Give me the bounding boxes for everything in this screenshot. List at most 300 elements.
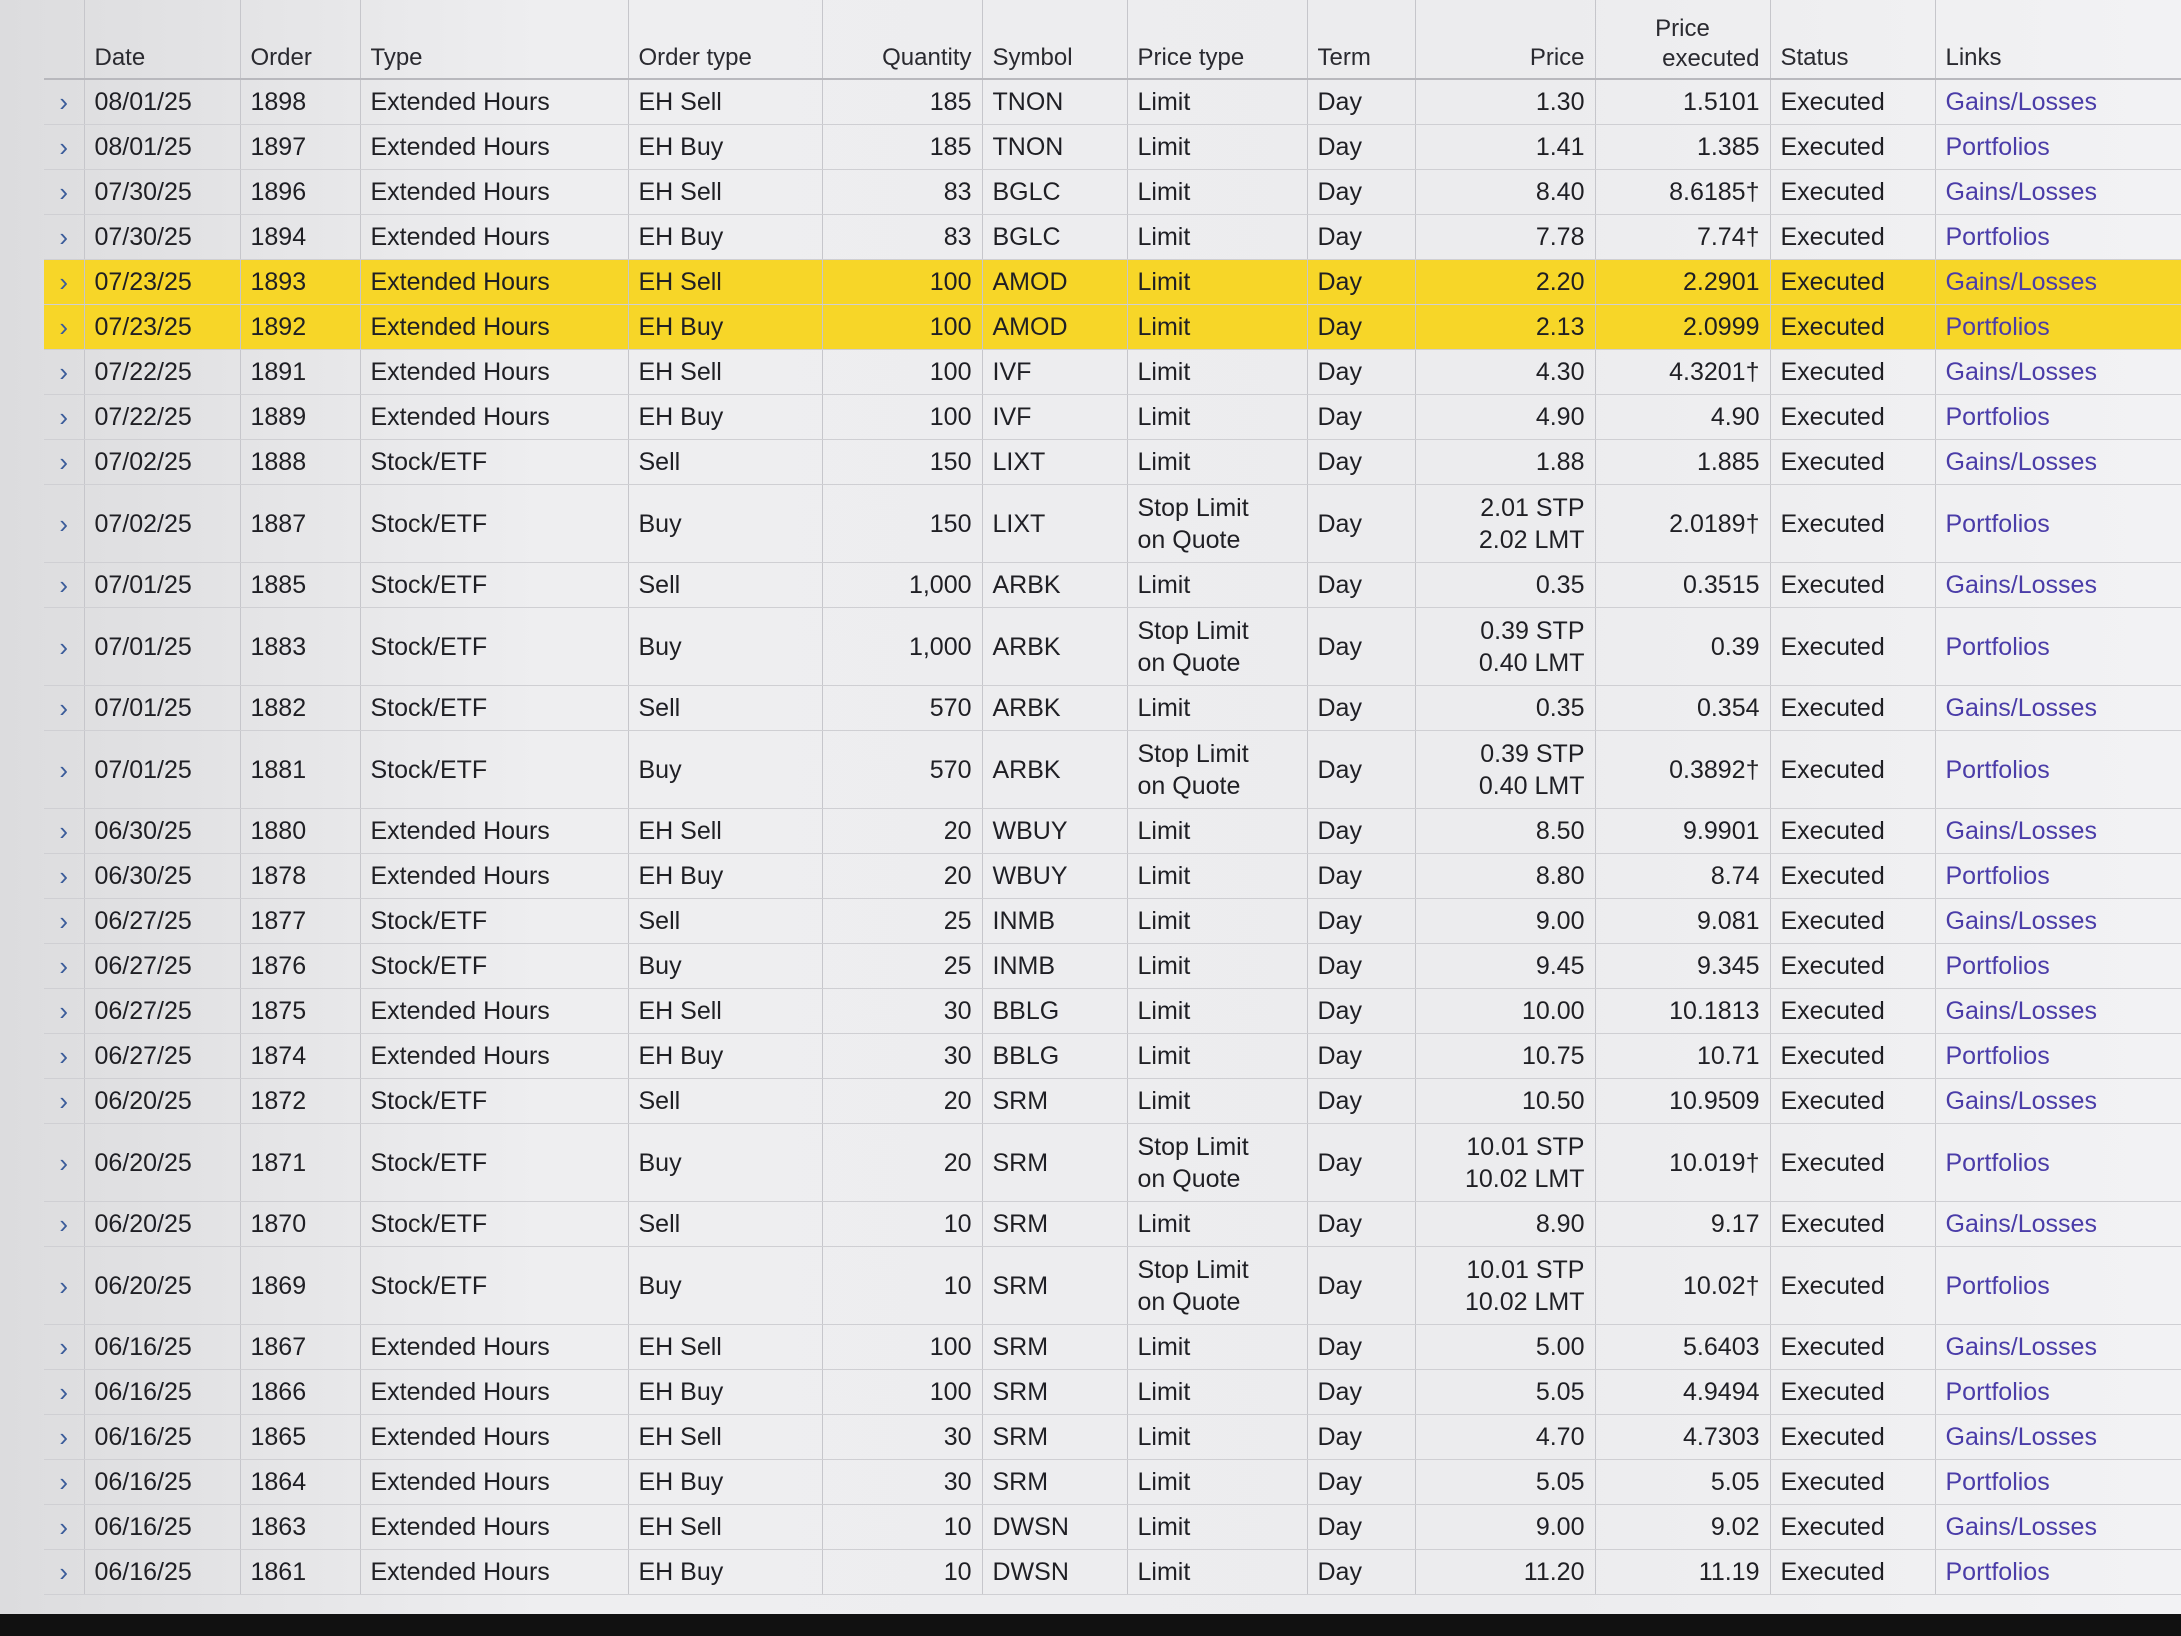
cell-order: 1880: [240, 809, 360, 854]
expand-row-chevron-icon[interactable]: ›: [44, 989, 84, 1034]
gains-losses-link[interactable]: Gains/Losses: [1935, 1079, 2181, 1124]
portfolios-link[interactable]: Portfolios: [1935, 1247, 2181, 1325]
cell-price-executed: 0.3892†: [1595, 731, 1770, 809]
cell-price: 8.90: [1415, 1202, 1595, 1247]
cell-order-type: EH Sell: [628, 170, 822, 215]
cell-term: Day: [1307, 260, 1415, 305]
cell-price: 4.70: [1415, 1415, 1595, 1460]
cell-order: 1897: [240, 125, 360, 170]
cell-term: Day: [1307, 608, 1415, 686]
portfolios-link[interactable]: Portfolios: [1935, 854, 2181, 899]
cell-status: Executed: [1770, 485, 1935, 563]
cell-quantity: 10: [822, 1505, 982, 1550]
expand-row-chevron-icon[interactable]: ›: [44, 440, 84, 485]
table-row[interactable]: [44, 1415, 2181, 1460]
portfolios-link[interactable]: Portfolios: [1935, 1550, 2181, 1595]
cell-price-type: Limit: [1127, 1079, 1307, 1124]
screen-bezel: [0, 1614, 2181, 1636]
cell-price: 7.78: [1415, 215, 1595, 260]
table-row[interactable]: [44, 1034, 2181, 1079]
cell-price-type: Limit: [1127, 989, 1307, 1034]
cell-order-type: EH Buy: [628, 1370, 822, 1415]
cell-order-type: Sell: [628, 686, 822, 731]
cell-quantity: 150: [822, 485, 982, 563]
header-expand: [44, 0, 84, 79]
gains-losses-link[interactable]: Gains/Losses: [1935, 809, 2181, 854]
table-row[interactable]: [44, 485, 2181, 563]
cell-term: Day: [1307, 215, 1415, 260]
cell-symbol: SRM: [982, 1202, 1127, 1247]
cell-price: 8.80: [1415, 854, 1595, 899]
cell-price-executed: 0.39: [1595, 608, 1770, 686]
gains-losses-link[interactable]: Gains/Losses: [1935, 563, 2181, 608]
price-stop-line: 0.39 STP: [1480, 739, 1585, 768]
cell-order: 1871: [240, 1124, 360, 1202]
cell-type: Extended Hours: [360, 854, 628, 899]
table-row[interactable]: [44, 809, 2181, 854]
cell-status: Executed: [1770, 125, 1935, 170]
cell-price: 10.75: [1415, 1034, 1595, 1079]
gains-losses-link[interactable]: Gains/Losses: [1935, 1415, 2181, 1460]
cell-order: 1867: [240, 1325, 360, 1370]
cell-quantity: 30: [822, 1034, 982, 1079]
table-row[interactable]: [44, 125, 2181, 170]
cell-order-type: EH Sell: [628, 1415, 822, 1460]
price-type-line2: on Quote: [1137, 1287, 1241, 1316]
header-status[interactable]: Status: [1770, 0, 1935, 79]
cell-price-type: Limit: [1127, 170, 1307, 215]
cell-price-type: Limit: [1127, 1415, 1307, 1460]
expand-row-chevron-icon[interactable]: ›: [44, 1034, 84, 1079]
cell-status: Executed: [1770, 854, 1935, 899]
cell-symbol: BGLC: [982, 170, 1127, 215]
cell-symbol: DWSN: [982, 1505, 1127, 1550]
table-row[interactable]: [44, 395, 2181, 440]
cell-symbol: SRM: [982, 1370, 1127, 1415]
portfolios-link[interactable]: Portfolios: [1935, 305, 2181, 350]
table-row[interactable]: [44, 1124, 2181, 1202]
cell-type: Stock/ETF: [360, 686, 628, 731]
cell-type: Extended Hours: [360, 1505, 628, 1550]
table-row[interactable]: [44, 1460, 2181, 1505]
header-order[interactable]: Order: [240, 0, 360, 79]
cell-price-type: Limit: [1127, 1550, 1307, 1595]
price-stop-line: 10.01 STP: [1466, 1255, 1585, 1284]
price-stop-line: 10.01 STP: [1466, 1132, 1585, 1161]
cell-price-type: [1127, 608, 1307, 686]
gains-losses-link[interactable]: Gains/Losses: [1935, 79, 2181, 125]
cell-order-type: EH Sell: [628, 809, 822, 854]
cell-order: 1869: [240, 1247, 360, 1325]
cell-symbol: ARBK: [982, 731, 1127, 809]
cell-price-executed: 10.1813: [1595, 989, 1770, 1034]
expand-row-chevron-icon[interactable]: ›: [44, 686, 84, 731]
table-row[interactable]: [44, 305, 2181, 350]
cell-price-type: Limit: [1127, 1325, 1307, 1370]
expand-row-chevron-icon[interactable]: ›: [44, 1370, 84, 1415]
cell-order-type: EH Sell: [628, 79, 822, 125]
cell-price-executed: 2.0999: [1595, 305, 1770, 350]
expand-row-chevron-icon[interactable]: ›: [44, 1460, 84, 1505]
cell-quantity: 100: [822, 395, 982, 440]
cell-quantity: 100: [822, 350, 982, 395]
cell-quantity: 20: [822, 1079, 982, 1124]
cell-date: 06/16/25: [84, 1415, 240, 1460]
portfolios-link[interactable]: Portfolios: [1935, 1124, 2181, 1202]
cell-symbol: AMOD: [982, 260, 1127, 305]
gains-losses-link[interactable]: Gains/Losses: [1935, 989, 2181, 1034]
cell-term: Day: [1307, 809, 1415, 854]
cell-price: [1415, 485, 1595, 563]
cell-order: 1885: [240, 563, 360, 608]
cell-quantity: 1,000: [822, 563, 982, 608]
gains-losses-link[interactable]: Gains/Losses: [1935, 1325, 2181, 1370]
portfolios-link[interactable]: Portfolios: [1935, 944, 2181, 989]
cell-price-type: [1127, 485, 1307, 563]
cell-term: Day: [1307, 1505, 1415, 1550]
cell-order: 1864: [240, 1460, 360, 1505]
cell-order-type: Buy: [628, 608, 822, 686]
cell-order: 1863: [240, 1505, 360, 1550]
cell-term: Day: [1307, 440, 1415, 485]
expand-row-chevron-icon[interactable]: ›: [44, 1247, 84, 1325]
cell-order: 1882: [240, 686, 360, 731]
cell-symbol: SRM: [982, 1415, 1127, 1460]
table-row[interactable]: [44, 989, 2181, 1034]
cell-date: 07/01/25: [84, 731, 240, 809]
portfolios-link[interactable]: Portfolios: [1935, 1370, 2181, 1415]
cell-price-type: Limit: [1127, 944, 1307, 989]
header-quantity[interactable]: Quantity: [822, 0, 982, 79]
gains-losses-link[interactable]: Gains/Losses: [1935, 899, 2181, 944]
cell-symbol: SRM: [982, 1079, 1127, 1124]
cell-price-executed: 1.885: [1595, 440, 1770, 485]
cell-price-type: Limit: [1127, 215, 1307, 260]
price-type-line2: on Quote: [1137, 525, 1241, 554]
portfolios-link[interactable]: Portfolios: [1935, 395, 2181, 440]
cell-status: Executed: [1770, 215, 1935, 260]
cell-symbol: SRM: [982, 1247, 1127, 1325]
expand-row-chevron-icon[interactable]: ›: [44, 899, 84, 944]
cell-type: Extended Hours: [360, 989, 628, 1034]
cell-type: Stock/ETF: [360, 899, 628, 944]
price-stop-line: 2.01 STP: [1480, 493, 1585, 522]
cell-symbol: TNON: [982, 79, 1127, 125]
cell-price-executed: 10.019†: [1595, 1124, 1770, 1202]
cell-price-executed: 8.6185†: [1595, 170, 1770, 215]
table-row[interactable]: [44, 854, 2181, 899]
cell-symbol: BBLG: [982, 1034, 1127, 1079]
cell-price-type: Limit: [1127, 563, 1307, 608]
cell-price-executed: 9.17: [1595, 1202, 1770, 1247]
table-row[interactable]: [44, 944, 2181, 989]
cell-price-type: Limit: [1127, 395, 1307, 440]
price-type-line2: on Quote: [1137, 771, 1241, 800]
cell-order-type: EH Sell: [628, 350, 822, 395]
cell-date: 07/01/25: [84, 608, 240, 686]
table-row[interactable]: [44, 350, 2181, 395]
gains-losses-link[interactable]: Gains/Losses: [1935, 686, 2181, 731]
table-row[interactable]: [44, 1550, 2181, 1595]
expand-row-chevron-icon[interactable]: ›: [44, 215, 84, 260]
expand-row-chevron-icon[interactable]: ›: [44, 1079, 84, 1124]
expand-row-chevron-icon[interactable]: ›: [44, 944, 84, 989]
cell-date: 07/22/25: [84, 395, 240, 440]
expand-row-chevron-icon[interactable]: ›: [44, 350, 84, 395]
cell-quantity: 83: [822, 170, 982, 215]
cell-symbol: IVF: [982, 350, 1127, 395]
table-row[interactable]: [44, 1370, 2181, 1415]
cell-price-executed: 1.385: [1595, 125, 1770, 170]
cell-status: Executed: [1770, 1550, 1935, 1595]
cell-type: Extended Hours: [360, 395, 628, 440]
cell-price-type: Limit: [1127, 260, 1307, 305]
expand-row-chevron-icon[interactable]: ›: [44, 1505, 84, 1550]
cell-price-executed: 2.2901: [1595, 260, 1770, 305]
cell-term: Day: [1307, 1079, 1415, 1124]
cell-status: Executed: [1770, 1202, 1935, 1247]
header-links: Links: [1935, 0, 2181, 79]
expand-row-chevron-icon[interactable]: ›: [44, 1202, 84, 1247]
cell-quantity: 100: [822, 1325, 982, 1370]
cell-date: 06/16/25: [84, 1325, 240, 1370]
cell-term: Day: [1307, 395, 1415, 440]
cell-order: 1896: [240, 170, 360, 215]
price-limit-line: 10.02 LMT: [1464, 1164, 1585, 1193]
cell-quantity: 10: [822, 1247, 982, 1325]
header-order-type[interactable]: Order type: [628, 0, 822, 79]
cell-order: 1888: [240, 440, 360, 485]
cell-status: Executed: [1770, 1034, 1935, 1079]
cell-price-executed: 4.3201†: [1595, 350, 1770, 395]
cell-type: Extended Hours: [360, 305, 628, 350]
header-price-executed-line2: executed: [1662, 45, 1760, 72]
cell-term: Day: [1307, 944, 1415, 989]
cell-date: 07/22/25: [84, 350, 240, 395]
cell-status: Executed: [1770, 305, 1935, 350]
cell-price-type: Limit: [1127, 1370, 1307, 1415]
table-row[interactable]: [44, 170, 2181, 215]
cell-date: 07/23/25: [84, 305, 240, 350]
cell-price-type: [1127, 1124, 1307, 1202]
cell-term: Day: [1307, 350, 1415, 395]
expand-row-chevron-icon[interactable]: ›: [44, 731, 84, 809]
cell-symbol: LIXT: [982, 440, 1127, 485]
cell-term: Day: [1307, 170, 1415, 215]
gains-losses-link[interactable]: Gains/Losses: [1935, 170, 2181, 215]
cell-status: Executed: [1770, 608, 1935, 686]
cell-price-executed: 11.19: [1595, 1550, 1770, 1595]
cell-type: Extended Hours: [360, 215, 628, 260]
cell-order-type: EH Sell: [628, 989, 822, 1034]
cell-status: Executed: [1770, 170, 1935, 215]
cell-price: [1415, 731, 1595, 809]
cell-order: 1866: [240, 1370, 360, 1415]
portfolios-link[interactable]: Portfolios: [1935, 1034, 2181, 1079]
portfolios-link[interactable]: Portfolios: [1935, 125, 2181, 170]
header-type[interactable]: Type: [360, 0, 628, 79]
cell-price-executed: 0.3515: [1595, 563, 1770, 608]
portfolios-link[interactable]: Portfolios: [1935, 731, 2181, 809]
cell-order-type: EH Sell: [628, 260, 822, 305]
cell-symbol: DWSN: [982, 1550, 1127, 1595]
price-type-line1: Stop Limit: [1137, 1132, 1249, 1161]
cell-date: 07/30/25: [84, 215, 240, 260]
cell-price: 2.20: [1415, 260, 1595, 305]
expand-row-chevron-icon[interactable]: ›: [44, 1550, 84, 1595]
cell-quantity: 30: [822, 1460, 982, 1505]
table-row[interactable]: [44, 899, 2181, 944]
expand-row-chevron-icon[interactable]: ›: [44, 809, 84, 854]
cell-status: Executed: [1770, 731, 1935, 809]
cell-term: Day: [1307, 1247, 1415, 1325]
cell-term: Day: [1307, 1415, 1415, 1460]
price-limit-line: 0.40 LMT: [1478, 648, 1585, 677]
cell-status: Executed: [1770, 79, 1935, 125]
cell-order: 1893: [240, 260, 360, 305]
table-row[interactable]: [44, 1079, 2181, 1124]
price-limit-line: 2.02 LMT: [1478, 525, 1585, 554]
cell-order-type: EH Buy: [628, 125, 822, 170]
header-price[interactable]: Price: [1415, 0, 1595, 79]
cell-symbol: IVF: [982, 395, 1127, 440]
table-row[interactable]: [44, 260, 2181, 305]
gains-losses-link[interactable]: Gains/Losses: [1935, 1505, 2181, 1550]
cell-type: Extended Hours: [360, 170, 628, 215]
header-symbol[interactable]: Symbol: [982, 0, 1127, 79]
cell-type: Stock/ETF: [360, 731, 628, 809]
expand-row-chevron-icon[interactable]: ›: [44, 125, 84, 170]
cell-symbol: ARBK: [982, 608, 1127, 686]
cell-order-type: Sell: [628, 563, 822, 608]
portfolios-link[interactable]: Portfolios: [1935, 608, 2181, 686]
cell-date: 06/27/25: [84, 899, 240, 944]
gains-losses-link[interactable]: Gains/Losses: [1935, 1202, 2181, 1247]
cell-order: 1878: [240, 854, 360, 899]
portfolios-link[interactable]: Portfolios: [1935, 485, 2181, 563]
table-row[interactable]: [44, 440, 2181, 485]
cell-status: Executed: [1770, 1079, 1935, 1124]
cell-term: Day: [1307, 899, 1415, 944]
gains-losses-link[interactable]: Gains/Losses: [1935, 350, 2181, 395]
cell-price-executed: 2.0189†: [1595, 485, 1770, 563]
cell-type: Extended Hours: [360, 1415, 628, 1460]
cell-price-executed: 1.5101: [1595, 79, 1770, 125]
cell-quantity: 100: [822, 260, 982, 305]
expand-row-chevron-icon[interactable]: ›: [44, 1325, 84, 1370]
table-row[interactable]: [44, 215, 2181, 260]
expand-row-chevron-icon[interactable]: ›: [44, 854, 84, 899]
cell-order-type: EH Sell: [628, 1325, 822, 1370]
cell-order-type: Buy: [628, 1247, 822, 1325]
cell-order-type: EH Buy: [628, 1460, 822, 1505]
table-row[interactable]: [44, 563, 2181, 608]
cell-quantity: 83: [822, 215, 982, 260]
portfolios-link[interactable]: Portfolios: [1935, 215, 2181, 260]
cell-status: Executed: [1770, 563, 1935, 608]
cell-date: 06/16/25: [84, 1550, 240, 1595]
header-price-executed[interactable]: [1595, 0, 1770, 79]
expand-row-chevron-icon[interactable]: ›: [44, 485, 84, 563]
cell-order-type: Sell: [628, 440, 822, 485]
cell-order: 1898: [240, 79, 360, 125]
header-price-type[interactable]: Price type: [1127, 0, 1307, 79]
cell-order: 1887: [240, 485, 360, 563]
cell-order: 1889: [240, 395, 360, 440]
cell-price: [1415, 608, 1595, 686]
cell-symbol: WBUY: [982, 854, 1127, 899]
cell-type: Extended Hours: [360, 125, 628, 170]
gains-losses-link[interactable]: Gains/Losses: [1935, 440, 2181, 485]
cell-status: Executed: [1770, 989, 1935, 1034]
table-row[interactable]: [44, 79, 2181, 125]
cell-price-executed: 4.90: [1595, 395, 1770, 440]
cell-date: 06/20/25: [84, 1079, 240, 1124]
expand-row-chevron-icon[interactable]: ›: [44, 1124, 84, 1202]
cell-price-executed: 4.7303: [1595, 1415, 1770, 1460]
table-row[interactable]: [44, 1325, 2181, 1370]
cell-price: [1415, 1124, 1595, 1202]
cell-price-executed: 4.9494: [1595, 1370, 1770, 1415]
table-row[interactable]: [44, 731, 2181, 809]
cell-order-type: Sell: [628, 1202, 822, 1247]
expand-row-chevron-icon[interactable]: ›: [44, 305, 84, 350]
expand-row-chevron-icon[interactable]: ›: [44, 395, 84, 440]
cell-term: Day: [1307, 305, 1415, 350]
cell-price-type: [1127, 1247, 1307, 1325]
cell-quantity: 10: [822, 1202, 982, 1247]
cell-term: Day: [1307, 1550, 1415, 1595]
header-date[interactable]: Date: [84, 0, 240, 79]
table-row[interactable]: [44, 608, 2181, 686]
cell-price: 0.35: [1415, 686, 1595, 731]
price-type-line2: on Quote: [1137, 1164, 1241, 1193]
cell-date: 06/30/25: [84, 809, 240, 854]
table-row[interactable]: [44, 686, 2181, 731]
cell-price: 10.50: [1415, 1079, 1595, 1124]
cell-order-type: EH Buy: [628, 215, 822, 260]
cell-order-type: EH Buy: [628, 305, 822, 350]
cell-status: Executed: [1770, 809, 1935, 854]
cell-status: Executed: [1770, 1325, 1935, 1370]
expand-row-chevron-icon[interactable]: ›: [44, 608, 84, 686]
expand-row-chevron-icon[interactable]: ›: [44, 563, 84, 608]
cell-price-executed: 9.02: [1595, 1505, 1770, 1550]
cell-status: Executed: [1770, 1247, 1935, 1325]
expand-row-chevron-icon[interactable]: ›: [44, 260, 84, 305]
portfolios-link[interactable]: Portfolios: [1935, 1460, 2181, 1505]
gains-losses-link[interactable]: Gains/Losses: [1935, 260, 2181, 305]
table-row[interactable]: [44, 1247, 2181, 1325]
expand-row-chevron-icon[interactable]: ›: [44, 170, 84, 215]
cell-term: Day: [1307, 854, 1415, 899]
expand-row-chevron-icon[interactable]: ›: [44, 79, 84, 125]
cell-price-type: Limit: [1127, 1460, 1307, 1505]
table-row[interactable]: [44, 1505, 2181, 1550]
cell-price-type: Limit: [1127, 1505, 1307, 1550]
header-row: [44, 0, 2181, 79]
cell-quantity: 10: [822, 1550, 982, 1595]
cell-quantity: 100: [822, 305, 982, 350]
table-row[interactable]: [44, 1202, 2181, 1247]
expand-row-chevron-icon[interactable]: ›: [44, 1415, 84, 1460]
cell-order: 1883: [240, 608, 360, 686]
cell-status: Executed: [1770, 899, 1935, 944]
cell-price: 9.00: [1415, 1505, 1595, 1550]
cell-type: Extended Hours: [360, 809, 628, 854]
cell-type: Stock/ETF: [360, 485, 628, 563]
header-term[interactable]: Term: [1307, 0, 1415, 79]
